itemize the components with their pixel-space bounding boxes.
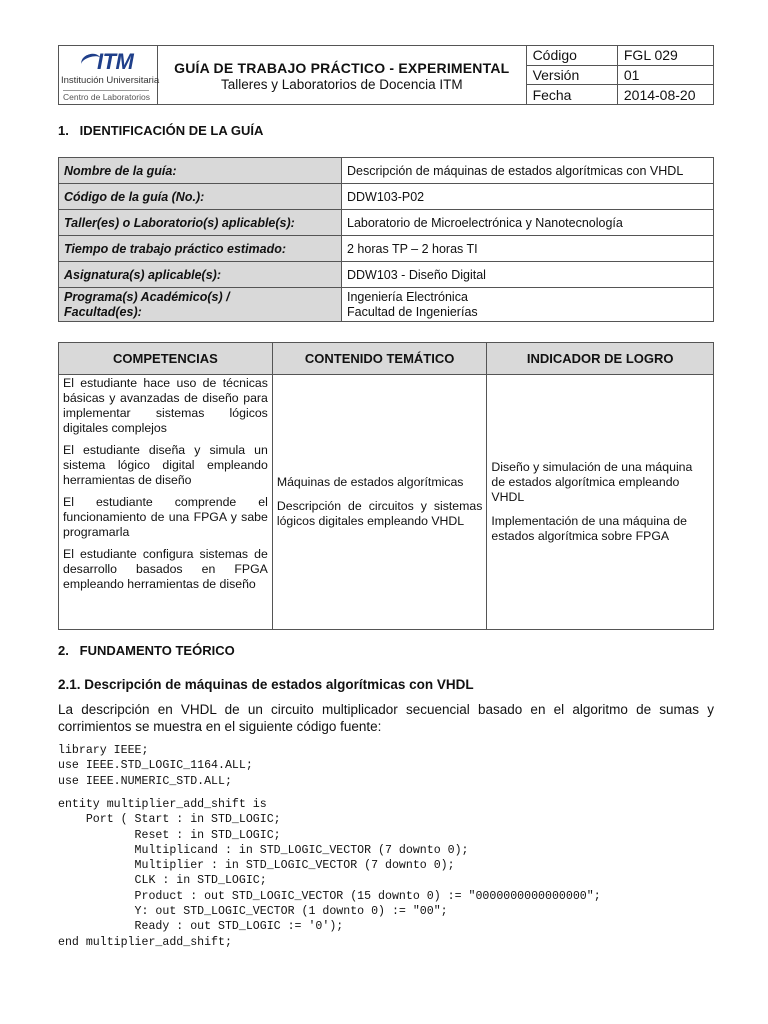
- ident-value: Laboratorio de Microelectrónica y Nanotecnología: [342, 210, 714, 236]
- column-header: CONTENIDO TEMÁTICO: [272, 343, 487, 375]
- meta-value-date: 2014-08-20: [617, 85, 713, 105]
- ident-value: Descripción de máquinas de estados algorítmicas con VHDL: [342, 158, 714, 184]
- ident-value: 2 horas TP – 2 horas TI: [342, 236, 714, 262]
- table-row: [59, 184, 714, 210]
- logo-text: ITM: [97, 49, 134, 74]
- column-header: COMPETENCIAS: [59, 343, 273, 375]
- logo-cell: [59, 46, 158, 105]
- code-block-imports: library IEEE; use IEEE.STD_LOGIC_1164.ALL; use IEEE.NUMERIC_STD.ALL;: [58, 744, 253, 788]
- meta-label-date: Fecha: [526, 85, 617, 105]
- subsection-heading: 2.1. Descripción de máquinas de estados algorítmicas con VHDL: [58, 677, 474, 692]
- document-header: [58, 45, 714, 105]
- ident-label: Asignatura(s) aplicable(s):: [59, 262, 342, 288]
- competencias-cell: [59, 375, 273, 630]
- indicador-item: Implementación de una máquina de estados algorítmica sobre FPGA: [491, 514, 687, 543]
- ident-value: DDW103 - Diseño Digital: [342, 262, 714, 288]
- identification-table: [58, 157, 714, 322]
- competencies-table: [58, 342, 714, 630]
- meta-value-code: FGL 029: [617, 46, 713, 66]
- table-row: [59, 236, 714, 262]
- title-cell: [158, 46, 527, 105]
- document-subtitle: Talleres y Laboratorios de Docencia ITM: [220, 77, 463, 92]
- table-row: [59, 375, 714, 630]
- ident-label: Código de la guía (No.):: [59, 184, 342, 210]
- competencia-item: El estudiante diseña y simula un sistema lógico digital empleando herramientas de diseño: [63, 443, 268, 487]
- indicador-cell: [487, 375, 714, 630]
- itm-logo: [59, 46, 160, 104]
- table-row: [59, 158, 714, 184]
- body-paragraph: La descripción en VHDL de un circuito multiplicador secuencial basado en el algoritmo de sumas y corrimientos se muestra en el siguiente código fuente:: [58, 702, 714, 734]
- section-1-heading: 1. IDENTIFICACIÓN DE LA GUÍA: [58, 123, 264, 138]
- column-header: INDICADOR DE LOGRO: [487, 343, 714, 375]
- table-row: [59, 210, 714, 236]
- logo-institution: Institución Universitaria: [61, 75, 160, 86]
- competencia-item: El estudiante hace uso de técnicas básicas y avanzadas de diseño para implementar sistemas lógicos digitales complejos: [63, 376, 268, 435]
- meta-label-version: Versión: [526, 65, 617, 85]
- ident-label: Taller(es) o Laboratorio(s) aplicable(s):: [59, 210, 342, 236]
- meta-value-version: 01: [617, 65, 713, 85]
- contenido-item: Máquinas de estados algorítmicas: [276, 475, 464, 489]
- ident-value: [342, 288, 714, 322]
- ident-label-line: Programa(s) Académico(s) /: [64, 289, 230, 304]
- section-2-heading: 2. FUNDAMENTO TEÓRICO: [58, 643, 235, 658]
- ident-value: DDW103-P02: [342, 184, 714, 210]
- ident-label: [59, 288, 342, 322]
- document-title: GUÍA DE TRABAJO PRÁCTICO - EXPERIMENTAL: [174, 60, 510, 76]
- code-block-entity: entity multiplier_add_shift is Port ( Start : in STD_LOGIC; Reset : in STD_LOGIC; Multiplicand : in STD_LOGIC_VECTOR (7 downto 0); Multiplier : in STD_LOGIC_VECTOR (7 downto 0); CLK : in STD_LOGIC; Product : out STD_LOGIC_VECTOR (15 downto 0) := "0000000000000000"; Y: out STD_LOGIC_VECTOR (1 downto 0) := "00"; Ready : out STD_LOGIC := '0'); end multiplier_add_shift;: [58, 798, 601, 949]
- ident-label: Tiempo de trabajo práctico estimado:: [59, 236, 342, 262]
- contenido-item: Descripción de circuitos y sistemas lógicos digitales empleando VHDL: [276, 499, 483, 528]
- table-header-row: [59, 343, 714, 375]
- logo-center: Centro de Laboratorios: [63, 92, 150, 102]
- table-row: [59, 288, 714, 322]
- meta-label-code: Código: [526, 46, 617, 66]
- table-row: [59, 262, 714, 288]
- competencia-item: El estudiante comprende el funcionamiento de una FPGA y sabe programarla: [63, 495, 268, 539]
- ident-value-line: Ingeniería Electrónica: [347, 289, 468, 304]
- ident-value-line: Facultad de Ingenierías: [347, 304, 478, 319]
- ident-label: Nombre de la guía:: [59, 158, 342, 184]
- ident-label-line: Facultad(es):: [64, 304, 142, 319]
- competencia-item: El estudiante configura sistemas de desarrollo basados en FPGA empleando herramientas de diseño: [63, 547, 268, 591]
- indicador-item: Diseño y simulación de una máquina de estados algorítmica empleando VHDL: [491, 460, 693, 504]
- contenido-cell: [272, 375, 487, 630]
